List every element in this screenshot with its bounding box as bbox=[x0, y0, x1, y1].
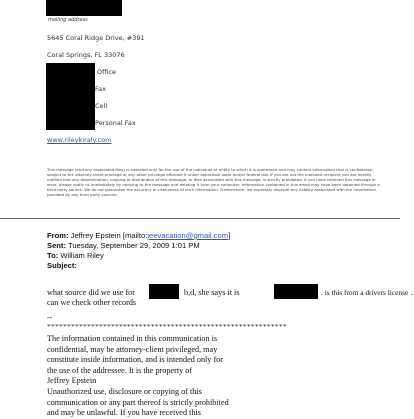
footer-line: Jeffrey Epstein bbox=[47, 376, 97, 386]
section-divider bbox=[0, 218, 400, 219]
phone-cell-label: Cell bbox=[95, 102, 108, 110]
redaction-value bbox=[274, 284, 318, 299]
footer-line: constitute inside information, and is intended only for bbox=[47, 355, 223, 365]
body-text-part2: b,d, she says it is bbox=[184, 288, 240, 297]
footer-line: The information contained in this communication is bbox=[47, 334, 218, 343]
from-email-link[interactable]: jeevacation@gmail.com bbox=[147, 231, 229, 240]
subject-label: Subject: bbox=[47, 261, 77, 270]
phone-personal-fax-label: Personal Fax bbox=[95, 119, 136, 127]
from-label: From: bbox=[47, 231, 69, 240]
footer-line: Unauthorized use, disclosure or copying of this bbox=[47, 386, 202, 396]
phone-office-label: Office bbox=[97, 68, 116, 76]
from-line bbox=[47, 231, 230, 240]
body-text-part3: . is this from a drivers license .. bbox=[321, 288, 414, 297]
confidentiality-footer bbox=[47, 334, 377, 419]
sent-value: Tuesday, September 29, 2009 1:01 PM bbox=[67, 241, 200, 250]
from-name: Jeffrey Epstein [mailto: bbox=[70, 231, 148, 240]
redaction-top bbox=[46, 0, 122, 16]
legal-disclaimer: This message (and any associated files) is intended only for the use of the individual or entity to which it is addressed and may contain information that is confidential, subject to the attorney-client privilege or any other privilege afforded it under applicable state and/or federal law. If you are not the intended recipient you are hereby notified that any dissemination, copying or distribution of this message, or files associated with this message, is strictly prohibited. If you have received this message in error, please notify us immediately by replying to the message and deleting it from your computer. Information contained in this email may have been obtained through a third party source. We do not guarantee the accuracy or usefulness of such information. Furthermore, we expressly disclaim any liability associated with the information provided by any third party sources. bbox=[47, 167, 380, 197]
sent-label: Sent: bbox=[47, 241, 66, 250]
asterisk-divider: ************************************************************ bbox=[47, 322, 287, 331]
mailing-address-label: mailing address bbox=[48, 17, 88, 23]
footer-line: confidential, may be attorney-client privileged, may bbox=[47, 344, 218, 354]
to-line bbox=[47, 251, 104, 260]
to-value: William Riley bbox=[60, 251, 104, 260]
to-label: To: bbox=[47, 251, 59, 260]
footer-line: and may be unlawful. If you have received this bbox=[47, 408, 201, 418]
body-text-line2: can we check other records bbox=[47, 298, 137, 307]
footer-line: communication or any part thereof is strictly prohibited bbox=[47, 397, 229, 407]
website-link[interactable]: www.rileykiraly.com bbox=[47, 136, 112, 144]
sent-line bbox=[47, 241, 200, 250]
street-address: 5645 Coral Ridge Drive, #391 bbox=[47, 34, 145, 42]
footer-line: the use of the addressee. It is the property of bbox=[47, 365, 193, 375]
city-address: Coral Springs, FL 33076 bbox=[47, 51, 125, 59]
signature-dashes: -- bbox=[47, 313, 53, 322]
redaction-phones bbox=[46, 63, 95, 130]
from-close: ] bbox=[228, 231, 231, 240]
body-text-part1: what source did we use for bbox=[47, 288, 135, 297]
redaction-source bbox=[149, 284, 179, 299]
phone-fax-label: Fax bbox=[95, 85, 106, 93]
subject-line bbox=[47, 261, 77, 270]
